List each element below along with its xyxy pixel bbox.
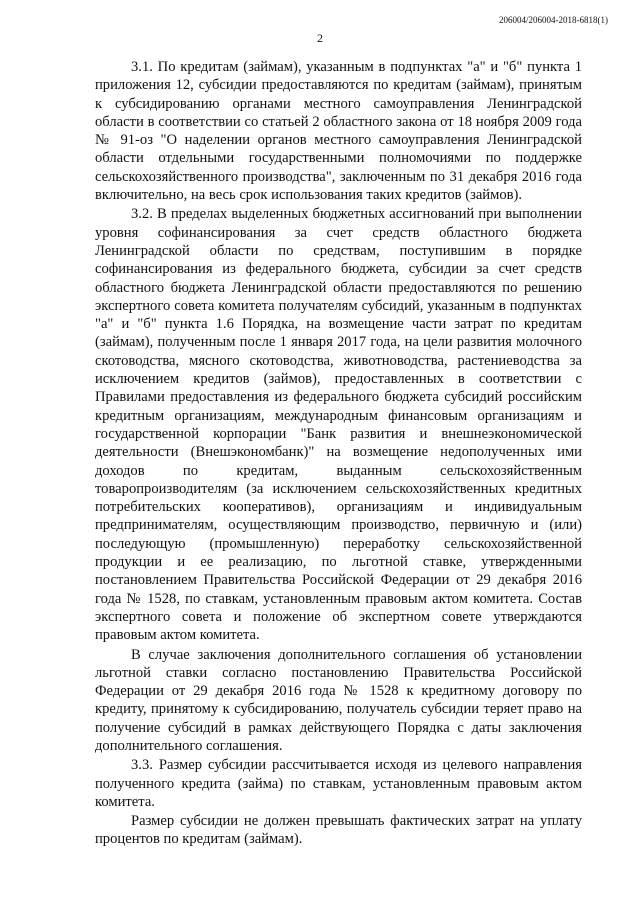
paragraph-additional-agreement: В случае заключения дополнительного соглашения об установлении льготной ставки согласно постановлению Правительства Российской Федерации от 29 декабря 2016 года № 1528 к кредитному договору по кредиту, принятому к субсидированию, получатель субсидии теряет право на получение субсидий в рамках действующего Порядка с даты заключения дополнительного соглашения. xyxy=(95,646,582,754)
paragraph-3-1: 3.1. По кредитам (займам), указанным в подпунктах "а" и "б" пункта 1 приложения 12, субсидии предоставляются по кредитам (займам), принятым к субсидированию органами местного самоуправления Ленинградской области в соответствии со статьей 2 областного закона от 18 ноября 2009 года № 91-оз "О наделении органов местного самоуправления Ленинградской области отдельными государственными полномочиями по поддержке сельскохозяйственного производства", заключенным по 31 декабря 2016 года включительно, на весь срок использования таких кредитов (займов). xyxy=(95,59,582,204)
paragraph-3-2: 3.2. В пределах выделенных бюджетных ассигнований при выполнении уровня софинансирования за счет средств областного бюджета Ленинградской области по средствам, поступившим в порядке софинансирования из федерального бюджета, субсидии за счет средств областного бюджета Ленинградской области предоставляются по решению экспертного совета комитета получателям субсидий, указанным в подпунктах "а" и "б" пункта 1.6 Порядка, на возмещение части затрат по кредитам (займам), полученным после 1 января 2017 года, на цели развития молочного скотоводства, мясного скотоводства, животноводства, растениеводства за исключением кредитов (займов), предоставленных в соответствии с Правилами предоставления из федерального бюджета субсидий российским кредитным организациям, международным финансовым организациям и государственной корпорации "Банк развития и внешнеэкономической деятельности (Внешэкономбанк)" на возмещение недополученных ими доходов по кредитам, выданным сельскохозяйственным товаропроизводителям (за исключением сельскохозяйственных кредитных потребительских кооперативов), организациям и индивидуальным предпринимателям, осуществляющим производство, первичную и (или) последующую (промышленную) переработку сельскохозяйственной продукции и ее реализацию, по льготной ставке, утвержденными постановлением Правительства Российской Федерации от 29 декабря 2016 года № 1528, по ставкам, установленным правовым актом комитета. Состав экспертного совета и положение об экспертном совете утверждаются правовым актом комитета. xyxy=(95,206,582,644)
paragraph-3-3: 3.3. Размер субсидии рассчитывается исходя из целевого направления полученного кредита (займа) по ставкам, установленным правовым актом комитета. xyxy=(95,757,582,810)
document-body xyxy=(95,58,582,850)
paragraph-subsidy-limit: Размер субсидии не должен превышать фактических затрат на уплату процентов по кредитам (займам). xyxy=(95,813,582,848)
document-id: 206004/206004-2018-6818(1) xyxy=(499,15,608,25)
page-number: 2 xyxy=(317,31,323,45)
